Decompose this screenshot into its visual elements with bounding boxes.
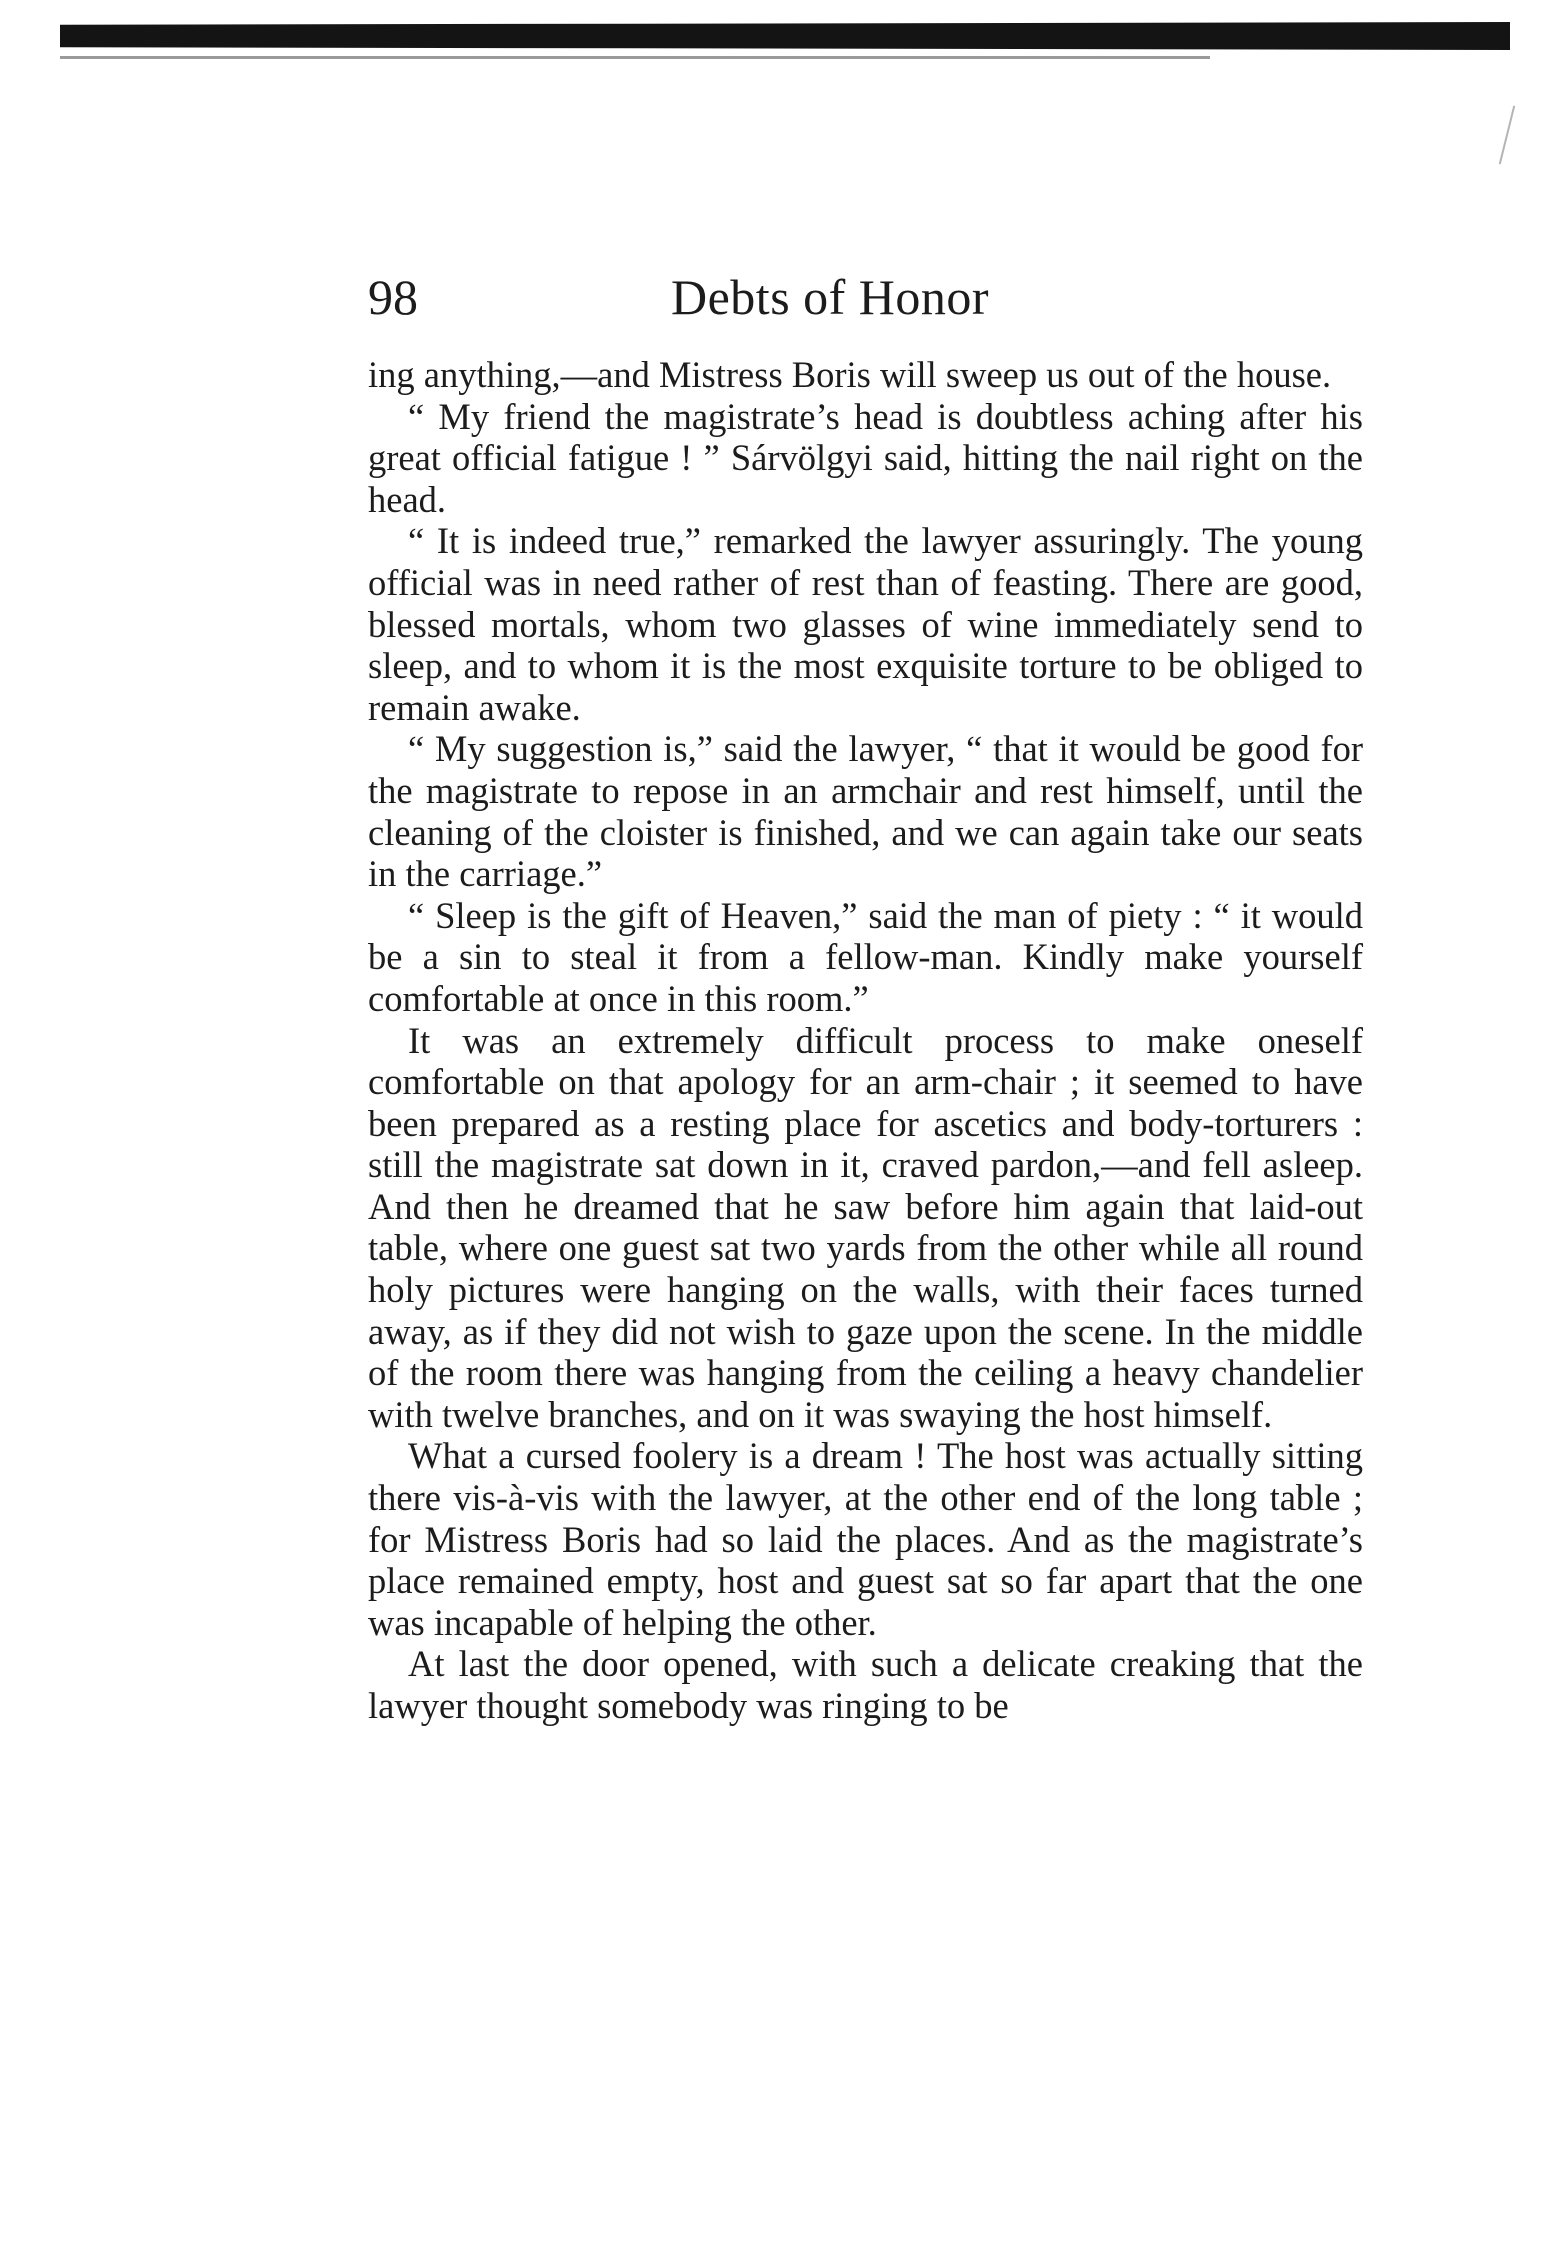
body-text	[368, 354, 1363, 1727]
book-page	[368, 262, 1363, 1727]
paragraph: ing anything,—and Mistress Boris will sweep us out of the house.	[368, 354, 1332, 395]
top-border-rule	[60, 22, 1510, 50]
paragraph: It was an extremely difficult process to make oneself comfortable on that apology for an arm-chair ; it seemed to have been prepared as a resting place for ascetics and body-torturers : still the magistrate sat down in it, craved pardon,—and fell asleep. And then he dreamed that he saw before him again that laid-out table, where one guest sat two yards from the other while all round holy pictures were hanging on the walls, with their faces turned away, as if they did not wish to gaze upon the scene. In the middle of the room there was hanging from the ceiling a heavy chandelier with twelve branches, and on it was swaying the host himself.	[368, 1019, 1363, 1435]
page-header	[368, 262, 1363, 332]
margin-pencil-mark	[1499, 106, 1515, 165]
top-border-thin-line	[60, 56, 1210, 59]
paragraph: “ My friend the magistrate’s head is doubtless aching after his great official fatigue ! ” Sárvölgyi said, hitting the nail right on the head.	[368, 395, 1363, 520]
paragraph: “ My suggestion is,” said the lawyer, “ that it would be good for the magistrate to repose in an armchair and rest himself, until the cleaning of the cloister is finished, and we can again take our seats in the carriage.”	[368, 728, 1363, 895]
paragraph: What a cursed foolery is a dream ! The host was actually sitting there vis-à-vis with the lawyer, at the other end of the long table ; for Mistress Boris had so laid the places. And as the magistrate’s place remained empty, host and guest sat so far apart that the one was incapable of helping the other.	[368, 1435, 1363, 1643]
running-title: Debts of Honor	[671, 269, 990, 325]
paragraph: “ Sleep is the gift of Heaven,” said the man of piety : “ it would be a sin to steal it from a fellow-man. Kindly make yourself comfortable at once in this room.”	[368, 894, 1363, 1019]
page-number: 98	[368, 269, 418, 325]
paragraph: “ It is indeed true,” remarked the lawyer assuringly. The young official was in need rather of rest than of feasting. There are good, blessed mortals, whom two glasses of wine immediately send to sleep, and to whom it is the most exquisite torture to be obliged to remain awake.	[368, 520, 1363, 728]
paragraph: At last the door opened, with such a delicate creaking that the lawyer thought somebody was ringing to be	[368, 1643, 1363, 1726]
